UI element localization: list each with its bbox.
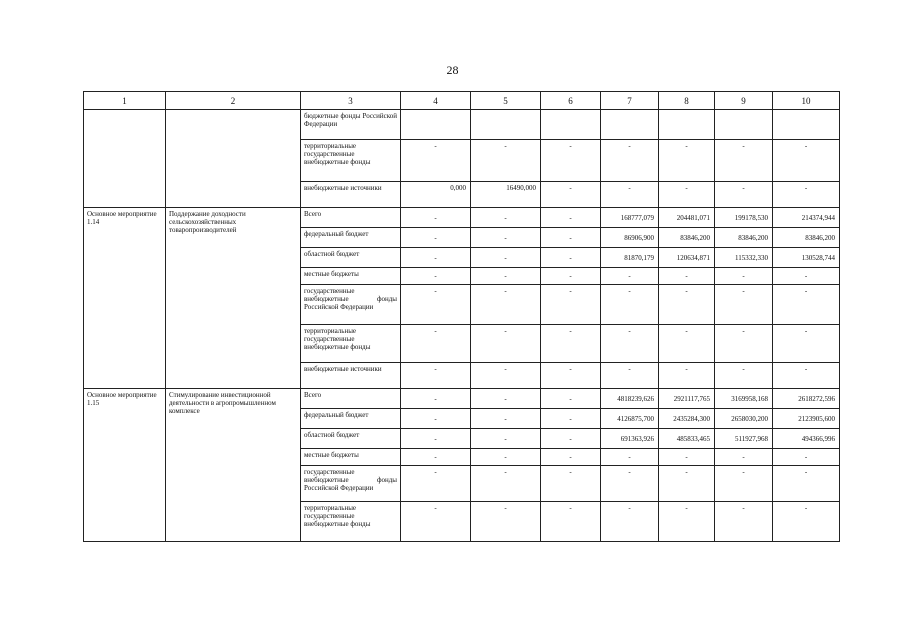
value-cell: - [773,182,840,208]
column-header: 9 [715,92,773,110]
value-cell: 86906,900 [601,228,659,248]
table-body [84,110,840,542]
column-header: 3 [301,92,401,110]
value-cell: 485833,465 [659,429,715,449]
value-cell: 130528,744 [773,248,840,268]
value-cell: - [401,140,471,182]
value-cell: - [401,502,471,542]
value-cell: - [659,325,715,363]
value-cell: - [773,466,840,502]
column-header: 1 [84,92,166,110]
value-cell: 81870,179 [601,248,659,268]
value-cell: 2658030,200 [715,409,773,429]
value-cell: - [659,363,715,389]
value-cell: 199178,530 [715,208,773,228]
value-cell: 0,000 [401,182,471,208]
measure-name: Основное мероприятие 1.14 [84,208,166,389]
table-row [84,208,840,228]
value-cell: - [715,140,773,182]
funding-source: территориальные государственные внебюджетные фонды [301,502,401,542]
value-cell: 168777,079 [601,208,659,228]
funding-source: территориальные государственные внебюджетные фонды [301,325,401,363]
value-cell: - [541,363,601,389]
funding-source: внебюджетные источники [301,363,401,389]
value-cell: - [541,449,601,466]
funding-source: местные бюджеты [301,268,401,285]
value-cell: - [715,502,773,542]
value-cell: - [471,409,541,429]
value-cell [401,110,471,140]
value-cell: 2618272,596 [773,389,840,409]
value-cell: 2435284,300 [659,409,715,429]
value-cell: 494366,996 [773,429,840,449]
funding-source: территориальные государственные внебюджетные фонды [301,140,401,182]
value-cell: 4818239,626 [601,389,659,409]
value-cell: - [401,285,471,325]
value-cell: 691363,926 [601,429,659,449]
value-cell: - [541,285,601,325]
funding-source: Всего [301,389,401,409]
value-cell: - [471,140,541,182]
value-cell: - [401,228,471,248]
value-cell: - [601,140,659,182]
measure-title [166,110,301,208]
value-cell: - [773,502,840,542]
value-cell [601,110,659,140]
value-cell: - [715,449,773,466]
value-cell: - [401,208,471,228]
value-cell: - [773,268,840,285]
value-cell: - [541,208,601,228]
value-cell: - [601,268,659,285]
value-cell: - [659,466,715,502]
value-cell: 120634,871 [659,248,715,268]
value-cell: - [601,466,659,502]
value-cell: - [401,268,471,285]
header-row [84,92,840,110]
column-header: 5 [471,92,541,110]
measure-title: Стимулирование инвестиционной деятельности в агропромышленном комплексе [166,389,301,542]
value-cell: - [773,140,840,182]
funding-source: федеральный бюджет [301,409,401,429]
value-cell: - [471,449,541,466]
value-cell: - [401,449,471,466]
column-header: 10 [773,92,840,110]
value-cell: - [541,182,601,208]
value-cell: - [773,449,840,466]
value-cell: - [541,502,601,542]
value-cell: - [471,466,541,502]
value-cell: - [541,228,601,248]
value-cell: - [541,466,601,502]
value-cell: - [659,182,715,208]
value-cell: - [659,285,715,325]
value-cell: - [659,140,715,182]
value-cell: - [601,182,659,208]
value-cell: 511927,968 [715,429,773,449]
value-cell: - [401,248,471,268]
value-cell [541,110,601,140]
value-cell: - [773,325,840,363]
value-cell: - [471,208,541,228]
value-cell: - [471,389,541,409]
value-cell: - [715,285,773,325]
value-cell: 204481,071 [659,208,715,228]
value-cell [659,110,715,140]
value-cell: 16490,000 [471,182,541,208]
value-cell: - [601,363,659,389]
funding-source: областной бюджет [301,248,401,268]
value-cell [773,110,840,140]
value-cell: - [471,502,541,542]
value-cell: - [471,285,541,325]
value-cell: - [401,466,471,502]
value-cell: 115332,330 [715,248,773,268]
value-cell: - [659,268,715,285]
value-cell: - [715,363,773,389]
column-header: 4 [401,92,471,110]
value-cell: - [773,363,840,389]
value-cell: 3169958,168 [715,389,773,409]
measure-name [84,110,166,208]
value-cell: - [715,325,773,363]
value-cell: 2123905,600 [773,409,840,429]
column-header: 6 [541,92,601,110]
funding-source: местные бюджеты [301,449,401,466]
value-cell: - [401,389,471,409]
value-cell: - [773,285,840,325]
value-cell: - [401,409,471,429]
value-cell: - [541,248,601,268]
measure-name: Основное мероприятие 1.15 [84,389,166,542]
column-header: 2 [166,92,301,110]
table-row [84,389,840,409]
value-cell: - [401,325,471,363]
funding-source: федеральный бюджет [301,228,401,248]
table-row [84,110,840,140]
value-cell: - [471,248,541,268]
value-cell: 4126875,700 [601,409,659,429]
value-cell: - [659,502,715,542]
value-cell: - [541,268,601,285]
value-cell: - [541,429,601,449]
value-cell: 83846,200 [715,228,773,248]
table-header [84,92,840,110]
value-cell: 83846,200 [659,228,715,248]
value-cell [471,110,541,140]
value-cell: - [471,228,541,248]
funding-source: бюджетные фонды Российской Федерации [301,110,401,140]
value-cell: - [471,363,541,389]
value-cell: - [541,325,601,363]
value-cell: - [659,449,715,466]
measure-title: Поддержание доходности сельскохозяйственных товаропроизводителей [166,208,301,389]
value-cell: 214374,944 [773,208,840,228]
value-cell: - [601,502,659,542]
value-cell: 83846,200 [773,228,840,248]
value-cell: - [715,466,773,502]
value-cell: - [541,409,601,429]
value-cell: - [601,449,659,466]
column-header: 8 [659,92,715,110]
value-cell: - [601,325,659,363]
value-cell: 2921117,765 [659,389,715,409]
funding-source: государственные внебюджетные фонды Российской Федерации [301,285,401,325]
funding-source: областной бюджет [301,429,401,449]
value-cell: - [471,429,541,449]
value-cell: - [471,268,541,285]
value-cell: - [715,268,773,285]
page-number: 28 [446,63,459,77]
value-cell: - [715,182,773,208]
funding-source: внебюджетные источники [301,182,401,208]
value-cell: - [541,389,601,409]
value-cell [715,110,773,140]
column-header: 7 [601,92,659,110]
value-cell: - [471,325,541,363]
value-cell: - [401,363,471,389]
funding-source: Всего [301,208,401,228]
value-cell: - [601,285,659,325]
value-cell: - [541,140,601,182]
funding-source: государственные внебюджетные фонды Российской Федерации [301,466,401,502]
budget-table [83,91,840,542]
value-cell: - [401,429,471,449]
